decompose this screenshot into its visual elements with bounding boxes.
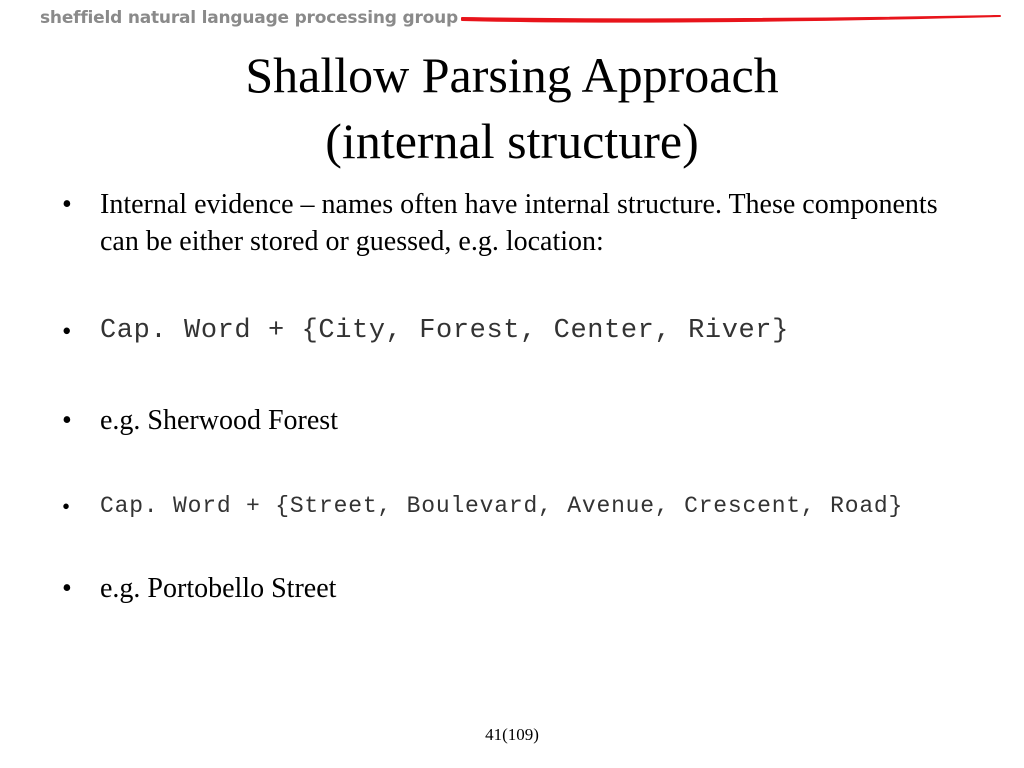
bullet-marker: •	[62, 316, 73, 346]
slide-title-line-1: Shallow Parsing Approach	[245, 47, 779, 103]
bullet-text: Cap. Word + {City, Forest, Center, River}	[100, 316, 789, 346]
red-swoosh-line	[460, 10, 1005, 28]
bullet-marker: •	[62, 405, 72, 436]
bullet-list	[62, 186, 962, 607]
list-item	[62, 491, 962, 522]
list-item	[62, 570, 962, 607]
bullet-text: e.g. Sherwood Forest	[100, 405, 338, 436]
list-item	[62, 186, 962, 260]
bullet-marker: •	[62, 494, 71, 519]
list-item	[62, 314, 962, 348]
bullet-text: Internal evidence – names often have internal structure. These components can be either stored or guessed, e.g. location:	[100, 189, 938, 257]
bullet-marker: •	[62, 573, 72, 604]
bullet-marker: •	[62, 189, 72, 220]
group-logo-text: sheffield natural language processing group	[40, 8, 458, 28]
page-number: 41(109)	[485, 725, 539, 744]
list-item	[62, 402, 962, 439]
bullet-text: Cap. Word + {Street, Boulevard, Avenue, Crescent, Road}	[100, 493, 904, 519]
bullet-text: e.g. Portobello Street	[100, 573, 337, 604]
slide-title	[0, 42, 1024, 174]
slide-title-line-2: (internal structure)	[325, 113, 699, 169]
